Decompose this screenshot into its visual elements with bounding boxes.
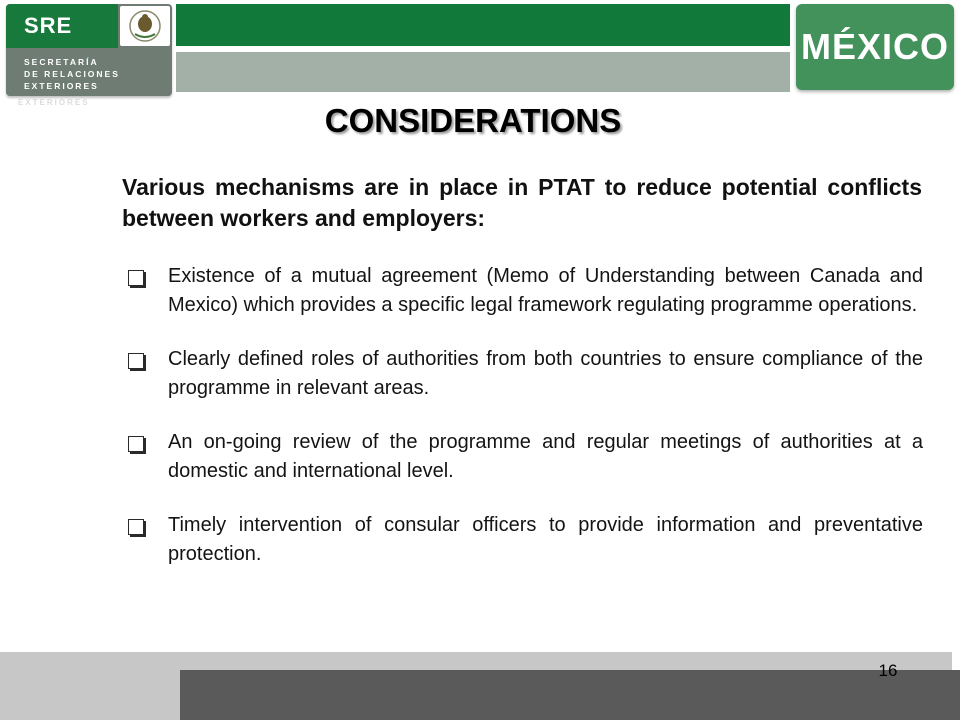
bullet-item — [128, 428, 923, 486]
checkbox-square-icon — [128, 353, 144, 369]
header-gray-band — [176, 52, 790, 92]
sre-logo-top — [6, 4, 118, 48]
bullet-item — [128, 511, 923, 569]
header-green-band — [176, 4, 790, 46]
bullet-text: Clearly defined roles of authorities from both countries to ensure compliance of the programme in relevant areas. — [168, 348, 923, 399]
mexico-logo — [796, 4, 954, 90]
bullet-text: An on-going review of the programme and regular meetings of authorities at a domestic and international level. — [168, 431, 923, 482]
checkbox-square-icon — [128, 270, 144, 286]
bullet-text: Existence of a mutual agreement (Memo of Understanding between Canada and Mexico) which provides a specific legal framework regulating programme operations. — [168, 265, 923, 316]
sre-logo — [6, 4, 172, 96]
sre-department-name — [24, 56, 164, 92]
bullet-text: Timely intervention of consular officers to provide information and preventative protection. — [168, 514, 923, 565]
sre-line: EXTERIORES — [24, 81, 99, 91]
page-number: 16 — [878, 661, 898, 680]
checkbox-square-icon — [128, 436, 144, 452]
footer-dark-band — [180, 670, 960, 720]
bullet-item — [128, 345, 923, 403]
sre-line: DE RELACIONES — [24, 69, 120, 79]
checkbox-square-icon — [128, 519, 144, 535]
mexican-eagle-seal-icon — [120, 6, 170, 46]
sre-abbreviation: SRE — [24, 13, 73, 38]
bullet-list — [128, 262, 923, 594]
bullet-item — [128, 262, 923, 320]
sre-line: SECRETARÍA — [24, 57, 99, 67]
sre-logo-reflection: EXTERIORES — [18, 98, 90, 107]
slide-title: CONSIDERATIONS — [324, 102, 622, 139]
mexico-logo-text: MÉXICO — [800, 26, 949, 67]
intro-text: Various mechanisms are in place in PTAT to reduce potential conflicts between workers and employers: — [122, 174, 922, 231]
